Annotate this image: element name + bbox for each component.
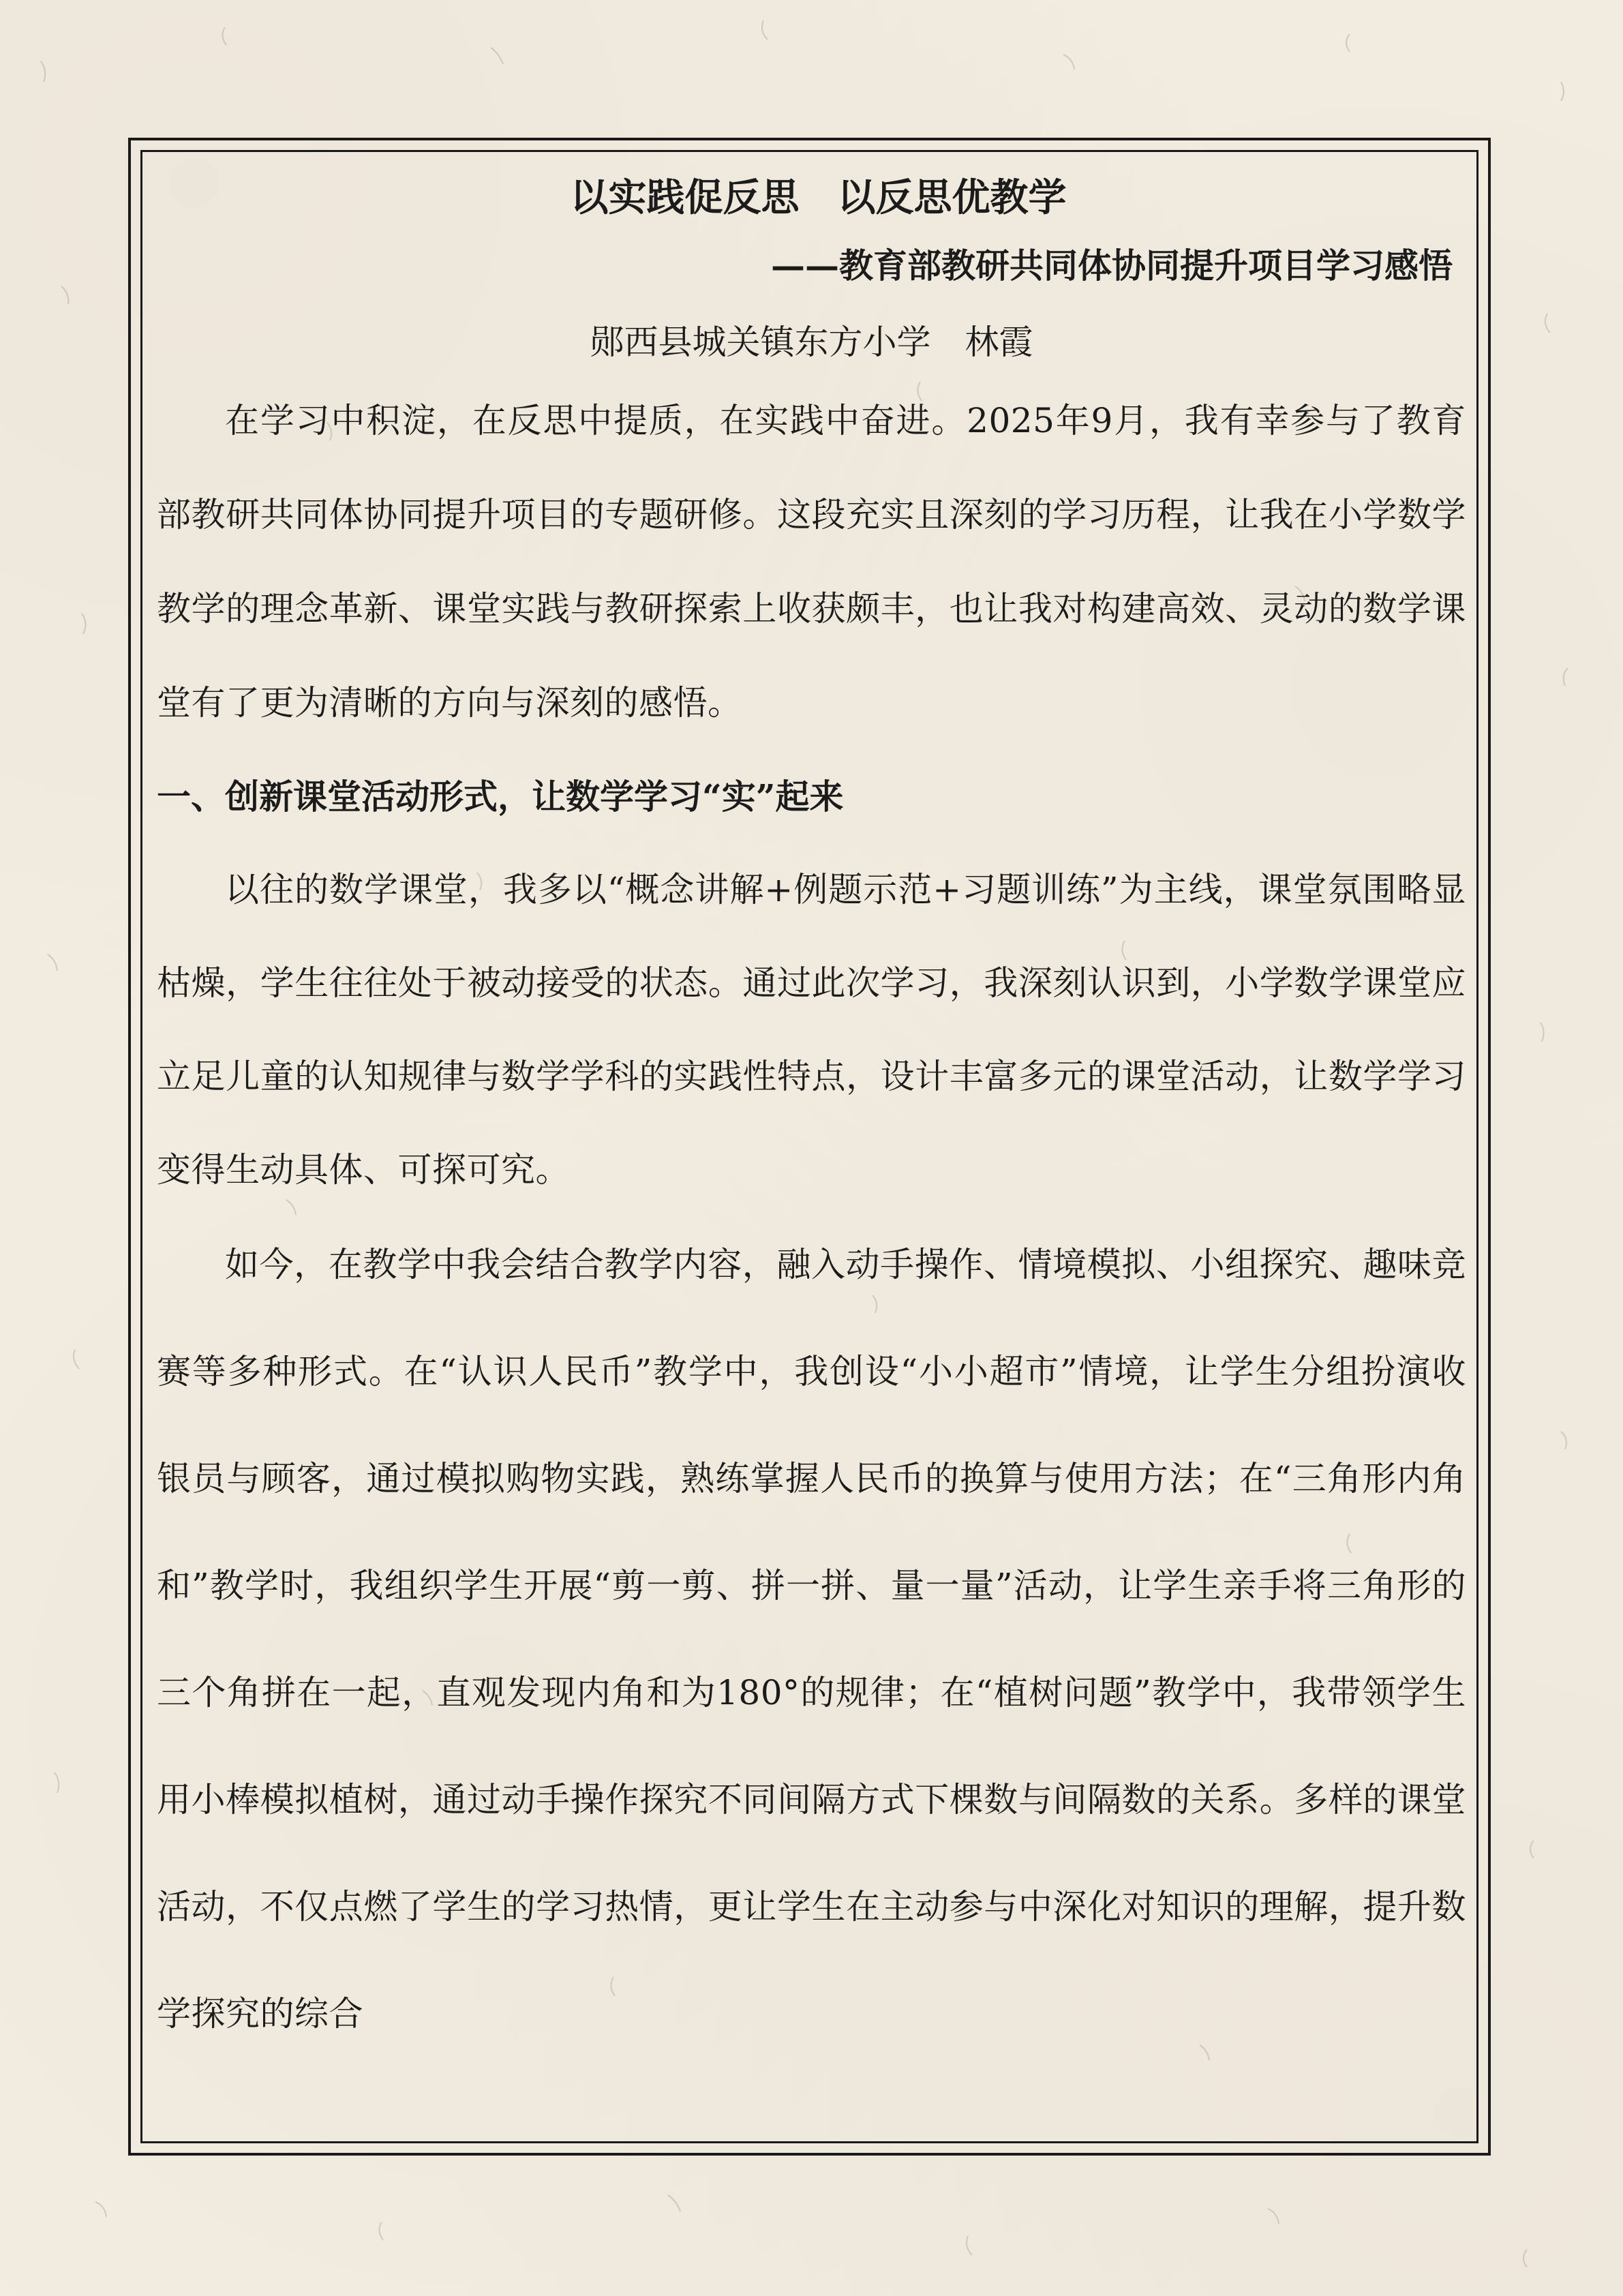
author-line: 郧西县城关镇东方小学 林霞 [590,322,1033,362]
article-title: 以实践促反思 以反思优教学 [570,175,1067,220]
body-paragraph: 以往的数学课堂，我多以“概念讲解+例题示范+习题训练”为主线，课堂氛围略显枯燥，学生往往处于被动接受的状态。通过此次学习，我深刻认识到，小学数学课堂应立足儿童的认知规律与数学学科的实践性特点，设计丰富多元的课堂活动，让数学学习变得生动具体、可探可究。 [157,870,1466,1190]
body-paragraph: 如今，在教学中我会结合教学内容，融入动手操作、情境模拟、小组探究、趣味竞赛等多种形式。在“认识人民币”教学中，我创设“小小超市”情境，让学生分组扮演收银员与顾客，通过模拟购物实践，熟练掌握人民币的换算与使用方法；在“三角形内角和”教学时，我组织学生开展“剪一剪、拼一拼、量一量”活动，让学生亲手将三角形的三个角拼在一起，直观发现内角和为180°的规律；在“植树问题”教学中，我带领学生用小棒模拟植树，通过动手操作探究不同间隔方式下棵数与间隔数的关系。多样的课堂活动，不仅点燃了学生的学习热情，更让学生在主动参与中深化对知识的理解，提升数学探究的综合 [157,1245,1466,2034]
article [157,160,1466,2068]
intro-paragraph: 在学习中积淀，在反思中提质，在实践中奋进。2025年9月，我有幸参与了教育部教研共同体协同提升项目的专题研修。这段充实且深刻的学习历程，让我在小学数学教学的理念革新、课堂实践与教研探索上收获颇丰，也让我对构建高效、灵动的数学课堂有了更为清晰的方向与深刻的感悟。 [157,401,1466,723]
article-subtitle: ——教育部教研共同体协同提升项目学习感悟 [771,245,1453,286]
section-heading: 一、创新课堂活动形式，让数学学习“实”起来 [157,776,844,817]
